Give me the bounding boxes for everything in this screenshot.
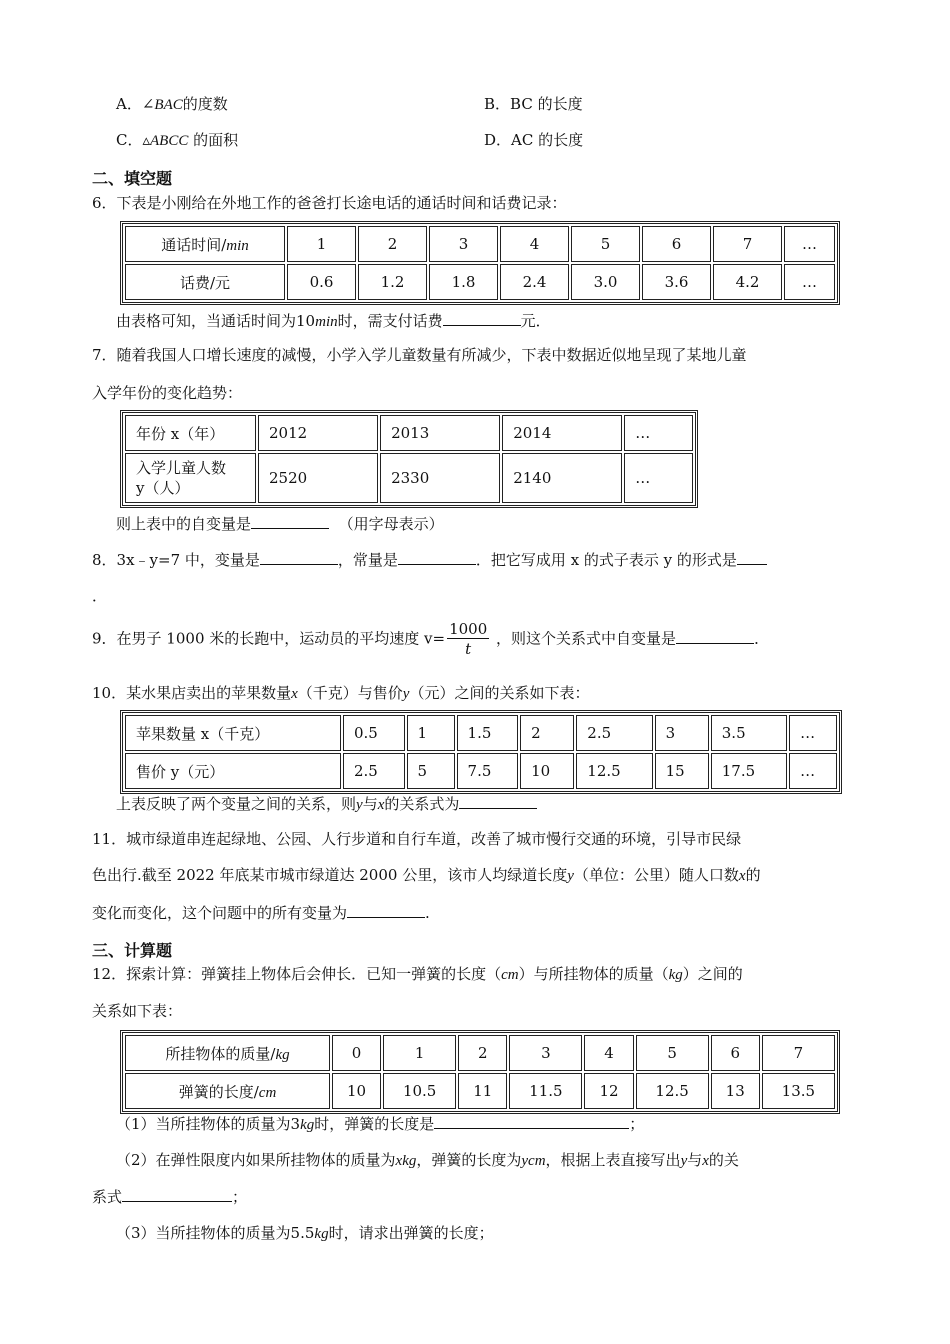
table-row (125, 453, 693, 503)
table-cell: 6 (711, 1035, 760, 1071)
table-cell: … (624, 415, 693, 451)
table-cell: 4 (584, 1035, 633, 1071)
question-11-line3: 变化而变化，这个问题中的所有变量为 . (92, 904, 430, 922)
option-a (116, 93, 228, 114)
question-10: 10．某水果店卖出的苹果数量x（千克）与售价y（元）之间的关系如下表： (92, 684, 590, 702)
table-cell: 3 (655, 715, 709, 751)
table-cell: 12.5 (576, 753, 652, 789)
answer-blank[interactable] (122, 1187, 232, 1202)
option-math: ∠BAC (141, 97, 183, 113)
option-label: D． (484, 131, 512, 149)
option-math: ▵ABCC (142, 133, 189, 149)
table-cell: 6 (642, 226, 711, 262)
question-10-answer-line: 上表反映了两个变量之间的关系，则y与x的关系式为 (116, 793, 537, 814)
table-cell: … (784, 226, 835, 262)
option-c (116, 129, 238, 150)
table-cell: 2.5 (576, 715, 652, 751)
table-cell: 2330 (380, 453, 500, 503)
table-cell: 11.5 (509, 1073, 582, 1109)
table-row (125, 264, 835, 300)
table-cell: 0.5 (343, 715, 405, 751)
table-cell: 2 (520, 715, 574, 751)
question-11-line1: 11．城市绿道串连起绿地、公园、人行步道和自行车道，改善了城市慢行交通的环境，引导市民绿 (92, 830, 742, 848)
question-6-answer-line: 由表格可知，当通话时间为10min时，需支付话费 元． (116, 312, 551, 330)
table-cell: 11 (458, 1073, 507, 1109)
question-12-part2: （2）在弹性限度内如果所挂物体的质量为xkg，弹簧的长度为ycm，根据上表直接写出y与x的关 (116, 1151, 739, 1169)
table-row (125, 1035, 835, 1071)
table-header-cell: 弹簧的长度/cm (125, 1073, 330, 1109)
option-label: B． (484, 95, 511, 113)
question-6: 6．下表是小刚给在外地工作的爸爸打长途电话的通话时间和话费记录： (92, 194, 567, 212)
table-cell: 10.5 (383, 1073, 456, 1109)
answer-blank[interactable] (737, 550, 767, 565)
table-cell: 2140 (502, 453, 622, 503)
table-cell: 4 (500, 226, 569, 262)
option-b (484, 93, 583, 114)
spring-length-table (120, 1030, 840, 1114)
option-text: AC 的长度 (511, 131, 584, 149)
table-cell: 2013 (380, 415, 500, 451)
table-cell: 2 (358, 226, 427, 262)
table-cell: 3 (509, 1035, 582, 1071)
answer-blank[interactable] (251, 514, 329, 529)
question-12-part2-cont: 系式 ； (92, 1188, 248, 1206)
answer-blank[interactable] (459, 794, 537, 809)
enrollment-table (120, 410, 698, 508)
table-cell: 2012 (258, 415, 378, 451)
answer-blank[interactable] (260, 550, 338, 565)
option-text: 的度数 (182, 95, 228, 113)
call-fee-table (120, 221, 840, 305)
table-cell: 1.8 (429, 264, 498, 300)
table-cell: … (789, 753, 837, 789)
table-row (125, 1073, 835, 1109)
answer-blank[interactable] (398, 550, 476, 565)
table-cell: 5 (571, 226, 640, 262)
table-cell: 13 (711, 1073, 760, 1109)
table-cell: 7.5 (457, 753, 519, 789)
question-11-line2: 色出行.截至 2022 年底某市城市绿道达 2000 公里，该市人均绿道长度y（单位：公里）随人口数x的 (92, 866, 761, 884)
table-cell: 2014 (502, 415, 622, 451)
option-text: BC 的长度 (510, 95, 583, 113)
table-row (125, 715, 837, 751)
table-cell: 3.0 (571, 264, 640, 300)
section-heading: 三、计算题 (92, 941, 173, 960)
question-7-line2: 入学年份的变化趋势： (92, 384, 243, 402)
apple-price-table (120, 710, 842, 794)
table-cell: … (789, 715, 837, 751)
table-cell: 2520 (258, 453, 378, 503)
option-label: C． (116, 131, 143, 149)
table-cell: 15 (655, 753, 709, 789)
table-cell: 2 (458, 1035, 507, 1071)
table-cell: 1.2 (358, 264, 427, 300)
option-d (484, 129, 583, 150)
table-cell: 3 (429, 226, 498, 262)
table-cell: 0 (332, 1035, 381, 1071)
question-9: 9．在男子 1000 米的长跑中，运动员的平均速度 v= $\frac{1000}{t}$ ，则这个关系式中自变量是 ． (92, 620, 770, 658)
answer-blank[interactable] (443, 311, 521, 326)
question-7-answer-line: 则上表中的自变量是 （用字母表示） (116, 515, 444, 533)
table-header-cell: 年份 x（年） (125, 415, 256, 451)
table-row (125, 415, 693, 451)
question-8: 8．3x﹣y=7 中，变量是 ，常量是 ．把它写成用 x 的式子表示 y 的形式是 (92, 549, 767, 570)
table-row (125, 753, 837, 789)
question-7-line1: 7．随着我国人口增长速度的减慢，小学入学儿童数量有所减少，下表中数据近似地呈现了某地儿童 (92, 346, 747, 364)
option-text: 的面积 (188, 131, 239, 149)
question-8-end: ． (92, 587, 108, 605)
answer-blank[interactable] (347, 903, 425, 918)
table-cell: 1.5 (457, 715, 519, 751)
table-header-cell: 售价 y（元） (125, 753, 341, 789)
table-cell: 17.5 (711, 753, 787, 789)
question-12-line1: 12．探索计算：弹簧挂上物体后会伸长．已知一弹簧的长度（cm）与所挂物体的质量（kg）之间的 (92, 965, 743, 983)
table-header-cell: 通话时间/min (125, 226, 285, 262)
table-cell: 12 (584, 1073, 633, 1109)
table-cell: … (784, 264, 835, 300)
table-cell: 2.4 (500, 264, 569, 300)
table-cell: … (624, 453, 693, 503)
table-cell: 3.5 (711, 715, 787, 751)
velocity-fraction: $\frac{1000}{t}$ (449, 620, 488, 658)
table-cell: 7 (762, 1035, 835, 1071)
table-cell: 10 (332, 1073, 381, 1109)
answer-blank[interactable] (676, 629, 754, 644)
table-header-cell: 入学儿童人数 y（人） (125, 453, 256, 503)
table-cell: 1 (407, 715, 455, 751)
table-cell: 10 (520, 753, 574, 789)
table-header-cell: 所挂物体的质量/kg (125, 1035, 330, 1071)
table-cell: 7 (713, 226, 782, 262)
table-cell: 0.6 (287, 264, 356, 300)
table-cell: 1 (383, 1035, 456, 1071)
table-cell: 1 (287, 226, 356, 262)
table-cell: 5 (407, 753, 455, 789)
question-12-part1: （1）当所挂物体的质量为3kg时，弹簧的长度是 ； (116, 1115, 645, 1133)
table-header-cell: 苹果数量 x（千克） (125, 715, 341, 751)
question-12-line2: 关系如下表： (92, 1002, 183, 1020)
table-header-cell: 话费/元 (125, 264, 285, 300)
section-heading: 二、填空题 (92, 169, 173, 188)
table-cell: 5 (636, 1035, 709, 1071)
table-cell: 2.5 (343, 753, 405, 789)
question-12-part3: （3）当所挂物体的质量为5.5kg时，请求出弹簧的长度； (116, 1224, 494, 1242)
table-cell: 13.5 (762, 1073, 835, 1109)
table-cell: 4.2 (713, 264, 782, 300)
table-row (125, 226, 835, 262)
table-cell: 12.5 (636, 1073, 709, 1109)
option-label: A． (116, 95, 142, 113)
table-cell: 3.6 (642, 264, 711, 300)
answer-blank[interactable] (434, 1114, 629, 1129)
